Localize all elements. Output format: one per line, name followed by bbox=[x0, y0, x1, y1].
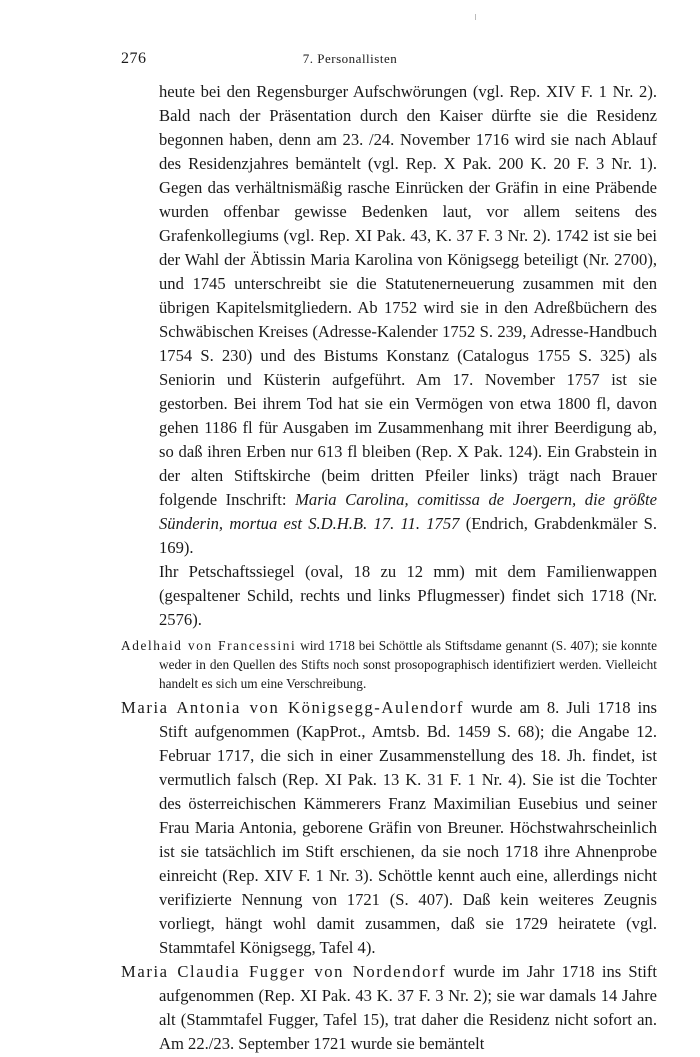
paragraph-text: heute bei den Regensburger Aufschwörungen (vgl. Rep. XIV F. 1 Nr. 2). Bald nach der Präsentation durch den Kaiser dürfte sie die Residenz begonnen haben, denn am 23. /24. November 1716 wird sie nach Ablauf des Residenzjahres bemäntelt (vgl. Rep. X Pak. 200 K. 20 F. 3 Nr. 1). Gegen das verhältnismäßig rasche Einrücken der Gräfin in eine Präbende wurden offenbar gewisse Bedenken laut, vor allem seitens des Grafenkollegiums (vgl. Rep. XI Pak. 43, K. 37 F. 3 Nr. 2). 1742 ist sie bei der Wahl der Äbtissin Maria Karolina von Königsegg beteiligt (Nr. 2700), und 1745 unterschreibt sie die Statutenerneuerung zusammen mit den übrigen Kapitelsmitgliedern. Ab 1752 wird sie in den Adreßbüchern des Schwäbischen Kreises (Adresse-Kalender 1752 S. 239, Adresse-Handbuch 1754 S. 230) und des Bistums Konstanz (Catalogus 1755 S. 325) als Seniorin und Küsterin aufgeführt. Am 17. November 1757 ist sie gestorben. Bei ihrem Tod hat sie ein Vermögen von etwa 1800 fl, davon gehen 1186 fl für Ausgaben im Zusammenhang mit ihrer Beerdigung ab, so daß ihren Erben nur 613 fl bleiben (Rep. X Pak. 124). Ein Grabstein in der alten Stiftskirche (beim dritten Pfeiler links) trägt nach Brauer folgende Inschrift: bbox=[159, 82, 657, 509]
page-number: 276 bbox=[121, 50, 147, 67]
inscription-quote: Maria Carolina, comitissa de Joergern, die größte Sünderin, mortua est S.D.H.B. 17. 11. 1757 bbox=[159, 490, 657, 533]
entry-name: Maria Claudia Fugger von Nordendorf bbox=[121, 962, 447, 981]
entry-text: wurde im Jahr 1718 ins Stift aufgenommen (Rep. XI Pak. 43 K. 37 F. 3 Nr. 2); sie war damals 14 Jahre alt (Stammtafel Fugger, Tafel 15), trat daher die Residenz nicht sofort an. Am 22./23. September 1721 wurde sie bemäntelt bbox=[159, 962, 657, 1053]
paragraph-seal: Ihr Petschaftssiegel (oval, 18 zu 12 mm) mit dem Familienwappen (gespaltener Schild, rechts und links Pflugmesser) findet sich 1718 (Nr. 2576). bbox=[159, 562, 657, 629]
entry-koenigsegg bbox=[121, 696, 657, 960]
entry-name: Adelhaid von Francessini bbox=[121, 638, 297, 653]
entry-fugger bbox=[121, 960, 657, 1056]
entry-text: wird 1718 bei Schöttle als Stiftsdame genannt (S. 407); sie konnte weder in den Quellen des Stifts noch sonst prosopographisch identifiziert werden. Vielleicht handelt es sich um eine Verschreibung. bbox=[159, 638, 658, 691]
entry-francessini bbox=[121, 636, 657, 693]
paragraph-text-end: (Endrich, Grabdenkmäler S. 169). bbox=[159, 514, 657, 557]
entry-name: Maria Antonia von Königsegg-Aulendorf bbox=[121, 698, 465, 717]
entry-text: wurde am 8. Juli 1718 ins Stift aufgenommen (KapProt., Amtsb. Bd. 1459 S. 68); die Angabe 12. Februar 1717, die sich in einer Zusammenstellung des 18. Jh. findet, ist vermutlich falsch (Rep. XI Pak. 13 K. 31 F. 1 Nr. 4). Sie ist die Tochter des österreichischen Kämmerers Franz Maximilian Eusebius und seiner Frau Maria Antonia, geborene Gräfin von Breuner. Höchstwahrscheinlich ist sie tatsächlich im Stift erschienen, da sie noch 1718 ihre Ahnenprobe einreicht (Rep. XIV F. 1 Nr. 3). Schöttle kennt auch eine, allerdings nicht verifizierte Nennung von 1721 (S. 407). Daß kein weiteres Zeugnis vorliegt, hängt wohl damit zusammen, daß sie 1729 heiratete (vgl. Stammtafel Königsegg, Tafel 4). bbox=[159, 698, 657, 957]
scan-mark bbox=[475, 14, 476, 20]
paragraph-continued bbox=[121, 80, 657, 560]
running-title: 7. Personallisten bbox=[302, 51, 398, 66]
page-body bbox=[121, 80, 657, 1056]
